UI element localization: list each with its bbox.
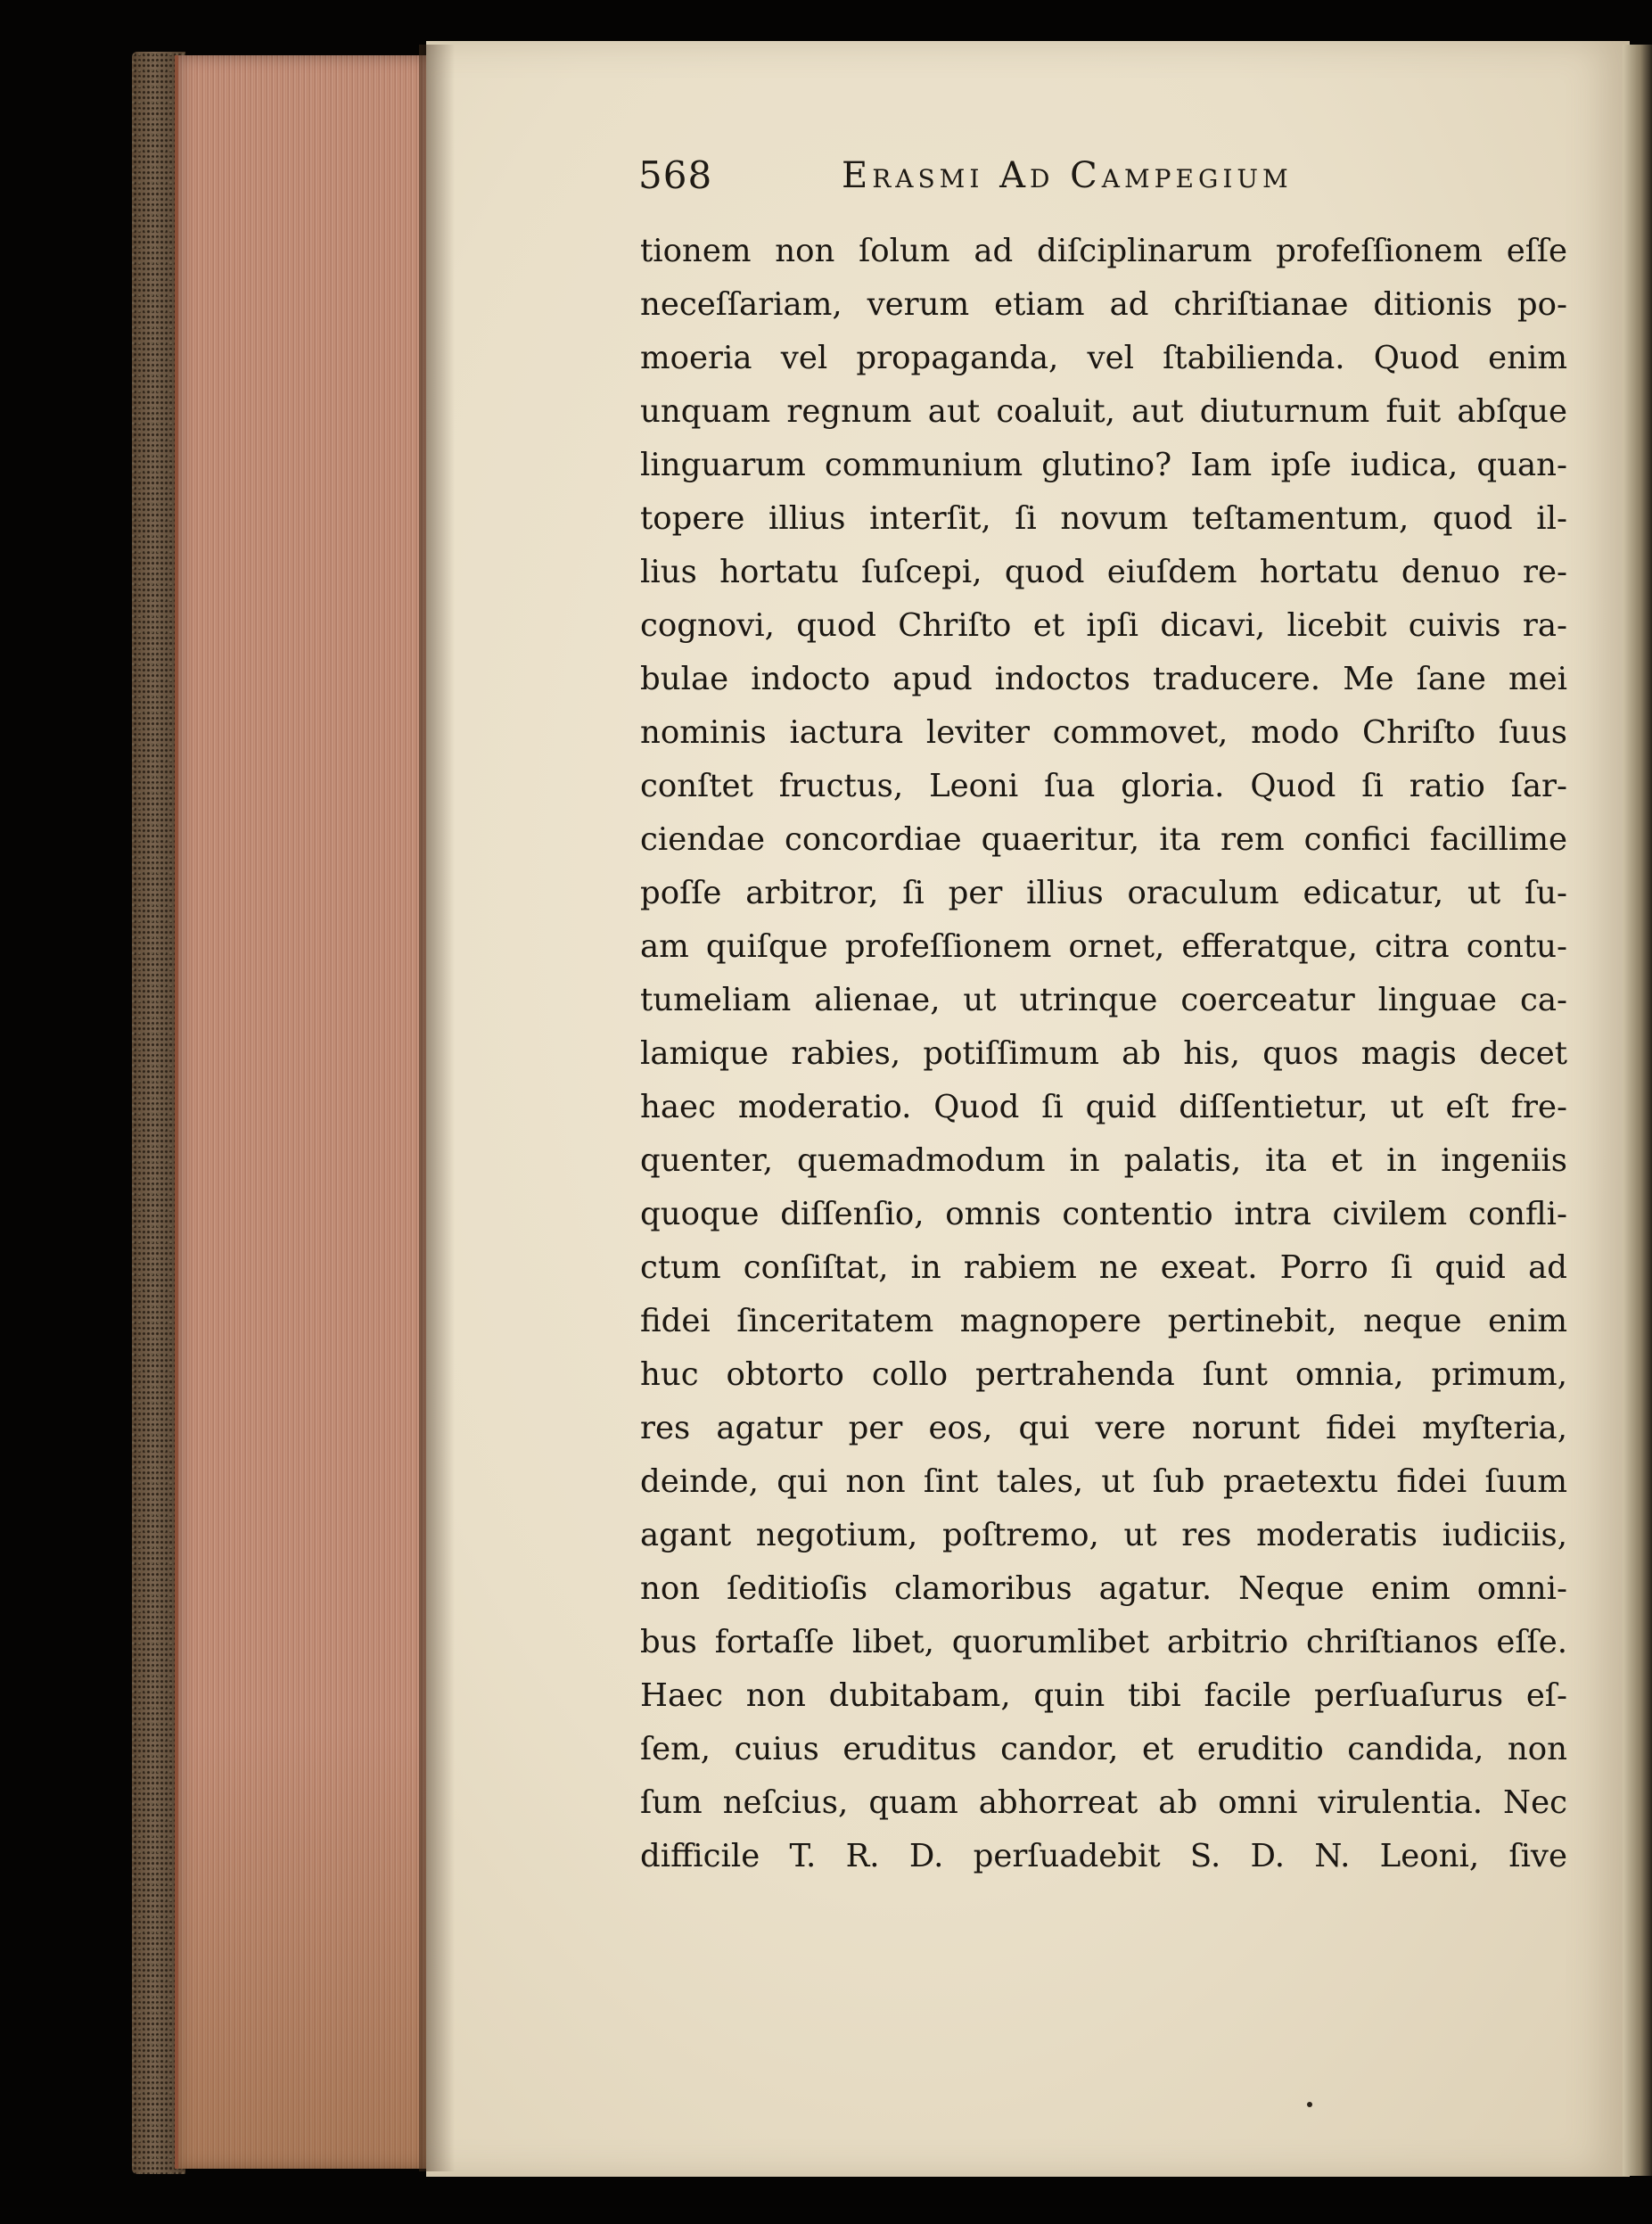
page-number: 568: [638, 153, 713, 197]
text-line: poſſe arbitror, ſi per illius oraculum edicatur, ut ſu-: [640, 875, 1567, 911]
text-line: ctum conſiſtat, in rabiem ne exeat. Porro ſi quid ad: [640, 1249, 1567, 1286]
text-line: tionem non ſolum ad diſciplinarum profeſſionem eſſe: [640, 233, 1567, 269]
text-line: linguarum communium glutino? Iam ipſe iudica, quan-: [640, 447, 1567, 483]
text-line: tumeliam alienae, ut utrinque coerceatur linguae ca-: [640, 982, 1567, 1018]
page-edges-stack: [175, 55, 437, 2169]
text-line: lamique rabies, potiſſimum ab his, quos magis decet: [640, 1035, 1567, 1072]
text-line: non ſeditioſis clamoribus agatur. Neque enim omni-: [640, 1570, 1567, 1607]
text-line: am quiſque profeſſionem ornet, efferatque, citra contu-: [640, 928, 1567, 965]
text-line: res agatur per eos, qui vere norunt fidei myſteria,: [640, 1410, 1567, 1446]
text-line: fidei ſinceritatem magnopere pertinebit, neque enim: [640, 1303, 1567, 1339]
text-line: neceſſariam, verum etiam ad chriſtianae ditionis po-: [640, 286, 1567, 323]
gutter-shadow: [419, 45, 455, 2171]
running-head: [638, 153, 1405, 207]
text-line: quenter, quemadmodum in palatis, ita et in ingeniis: [640, 1142, 1567, 1179]
text-line: unquam regnum aut coaluit, aut diuturnum fuit abſque: [640, 393, 1567, 430]
body-text: [640, 225, 1567, 1883]
running-head-title: Erasmi Ad Campegium: [842, 155, 1293, 196]
text-line: deinde, qui non ſint tales, ut ſub praetextu fidei ſuum: [640, 1463, 1567, 1500]
text-line: conſtet fructus, Leoni ſua gloria. Quod ſi ratio ſar-: [640, 768, 1567, 804]
printer-mark: [1307, 2102, 1312, 2107]
text-line: huc obtorto collo pertrahenda ſunt omnia, primum,: [640, 1356, 1567, 1393]
text-line: ſem, cuius eruditus candor, et eruditio candida, non: [640, 1731, 1567, 1767]
text-line: bus fortaſſe libet, quorumlibet arbitrio chriſtianos eſſe.: [640, 1624, 1567, 1660]
text-line: ciendae concordiae quaeritur, ita rem confici facillime: [640, 821, 1567, 858]
text-line: agant negotium, poſtremo, ut res moderatis iudiciis,: [640, 1517, 1567, 1553]
text-line: lius hortatu ſuſcepi, quod eiuſdem hortatu denuo re-: [640, 554, 1567, 590]
text-line: haec moderatio. Quod ſi quid diſſentietur, ut eſt fre-: [640, 1089, 1567, 1125]
text-line: difficile T. R. D. perſuadebit S. D. N. Leoni, ſive: [640, 1838, 1567, 1874]
text-line: moeria vel propaganda, vel ſtabilienda. Quod enim: [640, 340, 1567, 376]
text-line: Haec non dubitabam, quin tibi facile perſuaſurus eſ-: [640, 1677, 1567, 1714]
text-line: ſum neſcius, quam abhorreat ab omni virulentia. Nec: [640, 1784, 1567, 1821]
text-line: topere illius interſit, ſi novum teſtamentum, quod il-: [640, 500, 1567, 537]
text-line: quoque diſſenſio, omnis contentio intra civilem confli-: [640, 1196, 1567, 1232]
text-line: cognovi, quod Chriſto et ipſi dicavi, licebit cuivis ra-: [640, 607, 1567, 644]
facing-page-edge: [1623, 45, 1652, 2176]
text-line: bulae indocto apud indoctos traducere. Me ſane mei: [640, 661, 1567, 697]
text-line: nominis iactura leviter commovet, modo Chriſto ſuus: [640, 714, 1567, 751]
